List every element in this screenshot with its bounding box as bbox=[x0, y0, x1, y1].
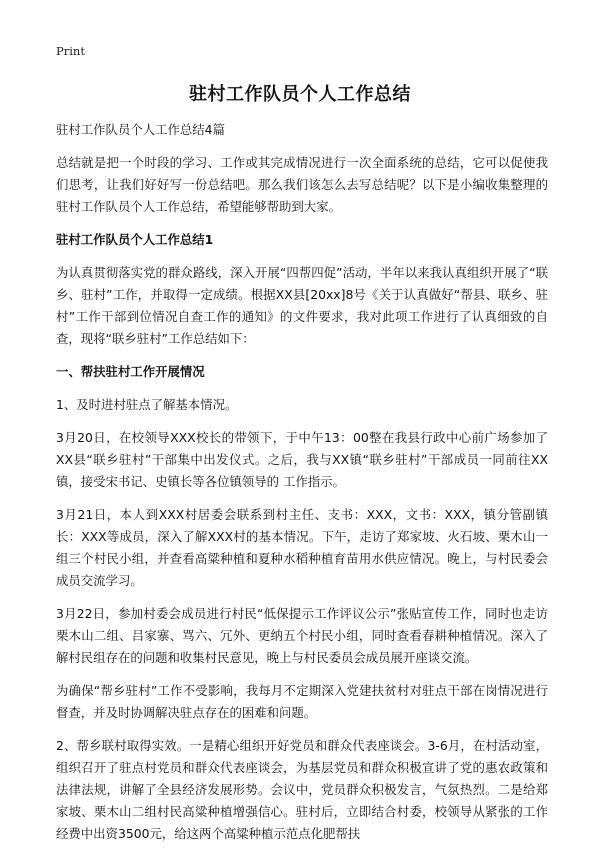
paragraph: 驻村工作队员个人工作总结4篇 bbox=[56, 122, 225, 137]
paragraph: 1、及时进村驻点了解基本情况。 bbox=[56, 397, 238, 412]
print-label[interactable]: Print bbox=[56, 44, 85, 58]
document-title: 驻村工作队员个人工作总结 bbox=[189, 84, 411, 105]
paragraph: 总结就是把一个时段的学习、工作或其完成情况进行一次全面系统的总结，它可以促使我们思考，让我们好好写一份总结吧。那么我们该怎么去写总结呢？以下是小编收集整理的驻村工作队员个人工作总结，希望能够帮助到大家。 bbox=[56, 155, 548, 214]
paragraph: 为认真贯彻落实党的群众路线，深入开展“四帮四促”活动，半年以来我认真组织开展了“联乡、驻村”工作，并取得一定成绩。根据XX县[20xx]8号《关于认真做好“帮县、联乡、驻村”工作干部到位情况自查工作的通知》的文件要求，我对此项工作进行了认真细致的自查，现将“联乡驻村”工作总结如下： bbox=[56, 265, 548, 346]
document-body bbox=[56, 119, 548, 856]
paragraph: 3月20日，在校领导XXX校长的带领下，于中午13：00整在我县行政中心前广场参加了XX县“联乡驻村”干部集中出发仪式。之后，我与XX镇“联乡驻村”干部成员一同前往XX镇，接受宋书记、史镇长等各位镇领导的 工作指示。 bbox=[56, 430, 548, 489]
paragraph: 3月21日，本人到XXX村居委会联系到村主任、支书：XXX，文书：XXX，镇分管副镇长：XXX等成员，深入了解XXX村的基本情况。下午，走访了郑家坡、火石坡、栗木山一组三个村民小组，并查看高粱种植和夏种水稻种植育苗用水供应情况。晚上，与村民委会成员交流学习。 bbox=[56, 507, 548, 588]
paragraph: 3月22日，参加村委会成员进行村民“低保提示工作评议公示”张贴宣传工作，同时也走访栗木山二组、吕家寨、骂六、冗外、更纳五个村民小组，同时查看春耕种植情况。深入了解村民组存在的问题和收集村民意见，晚上与村民委员会成员展开座谈交流。 bbox=[56, 606, 548, 665]
paragraph: 2、帮乡联村取得实效。一是精心组织开好党员和群众代表座谈会。3-6月，在村活动室，组织召开了驻点村党员和群众代表座谈会，为基层党员和群众积极宣讲了党的惠农政策和法律法规，讲解了全县经济发展形势。会议中，党员群众积极发言，气氛热烈。二是给郑家坡、栗木山二组村民高粱种植增强信心。驻村后，立即结合村委，校领导从紧张的工作经费中出资3500元，给这两个高粱种植示范点化肥帮扶 bbox=[56, 738, 548, 841]
section-heading: 驻村工作队员个人工作总结1 bbox=[56, 232, 214, 247]
section-heading: 一、帮扶驻村工作开展情况 bbox=[56, 364, 205, 379]
paragraph: 为确保“帮乡驻村”工作不受影响，我每月不定期深入党建扶贫村对驻点干部在岗情况进行督查，并及时协调解决驻点存在的困难和问题。 bbox=[56, 683, 548, 720]
